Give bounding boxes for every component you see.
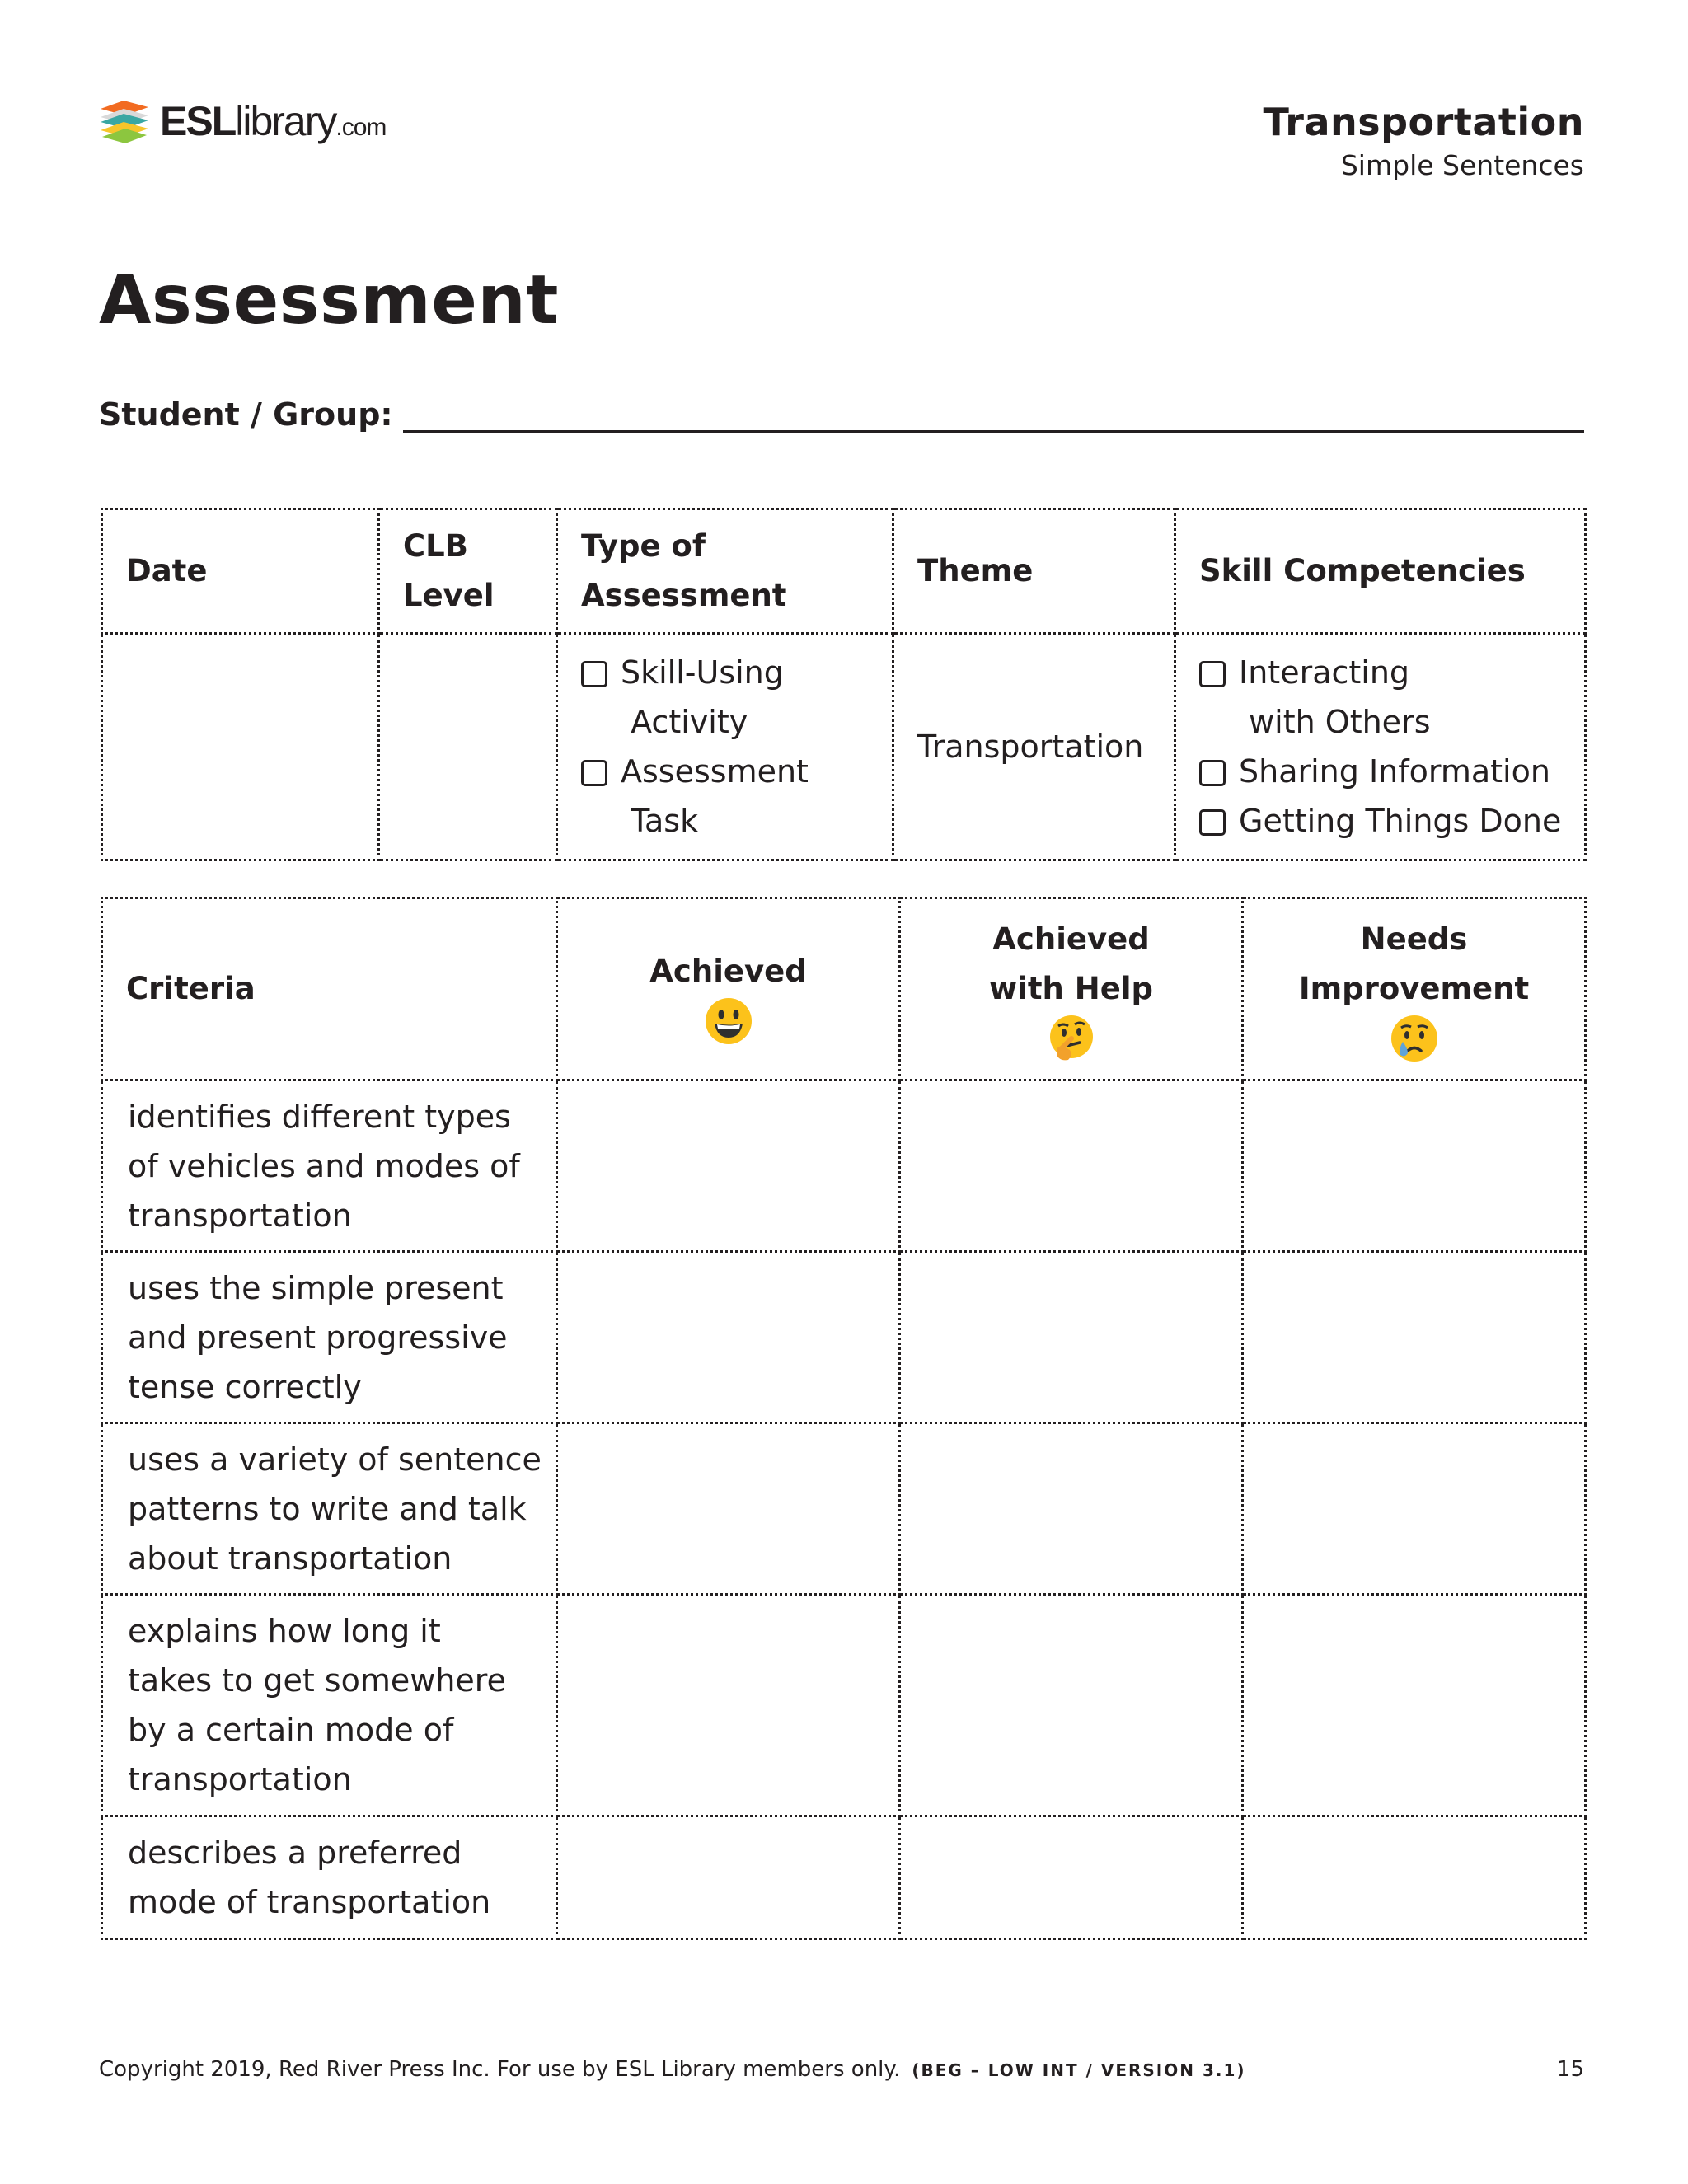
grinning-face-icon	[704, 996, 753, 1046]
criteria-row	[102, 1595, 1586, 1816]
achieved-with-help-header: Achieved with Help	[900, 898, 1243, 1080]
criteria-cell: uses a variety of sentence patterns to write and talk about transportation	[102, 1423, 557, 1595]
criteria-row	[102, 1816, 1586, 1939]
student-group-line[interactable]	[403, 394, 1584, 433]
criteria-header-row	[102, 898, 1586, 1080]
date-header: Date	[102, 509, 379, 634]
date-cell[interactable]	[102, 634, 379, 860]
clb-level-cell[interactable]	[379, 634, 557, 860]
criteria-row	[102, 1423, 1586, 1595]
criteria-table	[101, 897, 1587, 1940]
criteria-cell: identifies different types of vehicles and modes of transportation	[102, 1080, 557, 1252]
worksheet-title: Transportation	[1263, 100, 1584, 144]
student-group-field	[99, 394, 1584, 433]
criteria-cell: describes a preferred mode of transportation	[102, 1816, 557, 1939]
level-version-text: (BEG – LOW INT / VERSION 3.1)	[912, 2060, 1246, 2080]
checkbox-option[interactable]: Skill-Using Activity	[581, 648, 892, 747]
checkbox-icon[interactable]	[581, 661, 607, 687]
achieved-header: Achieved	[557, 898, 900, 1080]
needs-improvement-cell[interactable]	[1243, 1595, 1586, 1816]
achieved-with-help-cell[interactable]	[900, 1423, 1243, 1595]
worksheet-header	[1263, 101, 1584, 181]
achieved-with-help-cell[interactable]	[900, 1252, 1243, 1423]
theme-header: Theme	[893, 509, 1175, 634]
checkbox-icon[interactable]	[581, 760, 607, 786]
achieved-with-help-cell[interactable]	[900, 1595, 1243, 1816]
page-title: Assessment	[99, 261, 559, 340]
footer	[99, 2057, 1584, 2082]
assessment-type-cell	[557, 634, 893, 860]
needs-improvement-cell[interactable]	[1243, 1252, 1586, 1423]
skill-competencies-header: Skill Competencies	[1175, 509, 1586, 634]
theme-cell: Transportation	[893, 634, 1175, 860]
criteria-row	[102, 1080, 1586, 1252]
assessment-type-header: Type of Assessment	[557, 509, 893, 634]
checkbox-option[interactable]: Assessment Task	[581, 747, 892, 846]
criteria-header: Criteria	[102, 898, 557, 1080]
criteria-cell: uses the simple present and present progressive tense correctly	[102, 1252, 557, 1423]
achieved-cell[interactable]	[557, 1595, 900, 1816]
checkbox-icon[interactable]	[1199, 809, 1226, 836]
achieved-with-help-cell[interactable]	[900, 1816, 1243, 1939]
info-header-row	[102, 509, 1586, 634]
crying-face-icon	[1390, 1014, 1439, 1063]
clb-level-header: CLB Level	[379, 509, 557, 634]
needs-improvement-cell[interactable]	[1243, 1080, 1586, 1252]
needs-improvement-cell[interactable]	[1243, 1423, 1586, 1595]
info-table	[101, 508, 1587, 861]
criteria-cell: explains how long it takes to get somewhere by a certain mode of transportation	[102, 1595, 557, 1816]
worksheet-subtitle: Simple Sentences	[1340, 148, 1584, 181]
copyright-text: Copyright 2019, Red River Press Inc. For use by ESL Library members only.	[99, 2057, 901, 2082]
achieved-with-help-cell[interactable]	[900, 1080, 1243, 1252]
achieved-cell[interactable]	[557, 1816, 900, 1939]
achieved-cell[interactable]	[557, 1423, 900, 1595]
checkbox-icon[interactable]	[1199, 760, 1226, 786]
checkbox-option[interactable]: Interacting with Others	[1199, 648, 1584, 747]
needs-improvement-cell[interactable]	[1243, 1816, 1586, 1939]
info-values-row	[102, 634, 1586, 860]
logo: ESLlibrary.com	[99, 97, 386, 145]
achieved-cell[interactable]	[557, 1252, 900, 1423]
skill-competencies-cell	[1175, 634, 1586, 860]
checkbox-icon[interactable]	[1199, 661, 1226, 687]
needs-improvement-header: Needs Improvement	[1243, 898, 1586, 1080]
achieved-cell[interactable]	[557, 1080, 900, 1252]
student-group-label: Student / Group:	[99, 396, 393, 433]
page-number: 15	[1556, 2057, 1584, 2082]
criteria-row	[102, 1252, 1586, 1423]
checkbox-option[interactable]: Sharing Information	[1199, 747, 1584, 796]
book-stack-icon	[99, 97, 150, 145]
checkbox-option[interactable]: Getting Things Done	[1199, 796, 1584, 846]
thinking-face-icon	[1047, 1014, 1096, 1063]
